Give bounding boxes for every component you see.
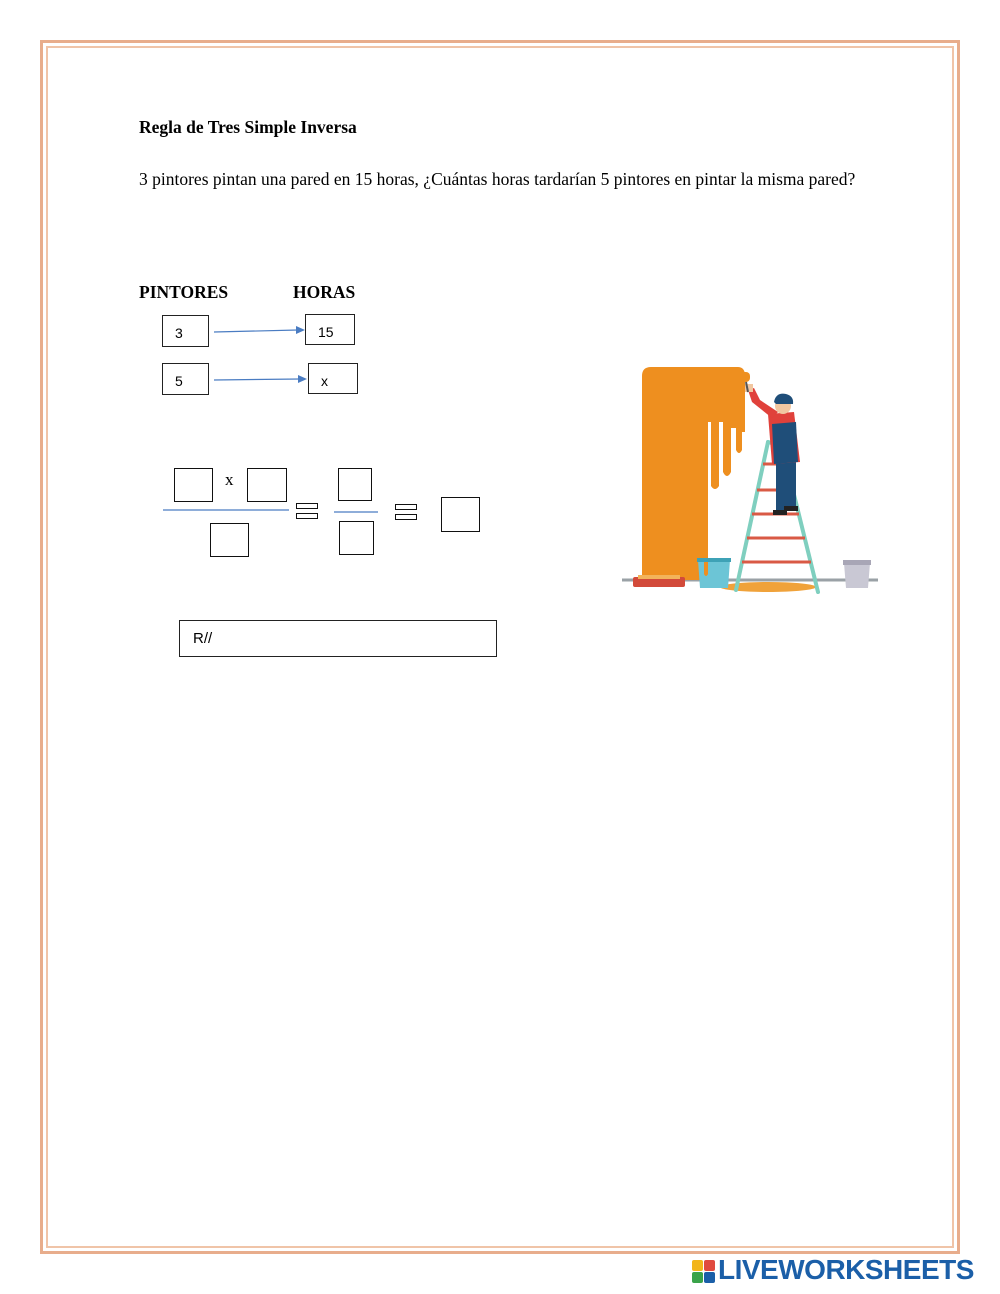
arrow-row-2 — [214, 375, 307, 383]
liveworksheets-logo-icon — [692, 1260, 716, 1284]
result-denominator-input[interactable] — [339, 521, 374, 555]
numerator-input-2[interactable] — [247, 468, 287, 502]
multiply-sign: x — [225, 470, 234, 489]
liveworksheets-logo-text: LIVEWORKSHEETS — [718, 1254, 974, 1285]
answer-input[interactable] — [179, 620, 497, 657]
arrow-row-1 — [214, 326, 305, 334]
problem-statement: 3 pintores pintan una pared en 15 horas, ¿Cuántas horas tardarían 5 pintores en pintar la misma pared? — [139, 169, 856, 189]
header-pintores: PINTORES — [139, 282, 229, 302]
answer-prefix: R// — [193, 630, 213, 647]
pintores-value-2-text: 5 — [175, 373, 183, 389]
equals-sign-1 — [296, 503, 318, 519]
painter-on-ladder-icon — [618, 362, 880, 598]
header-horas: HORAS — [293, 282, 356, 302]
horas-value-1-text: 15 — [318, 324, 334, 340]
denominator-input[interactable] — [210, 523, 249, 557]
result-numerator-input[interactable] — [338, 468, 372, 501]
pintores-value-1-text: 3 — [175, 325, 183, 341]
horas-value-2-text: x — [321, 373, 328, 389]
numerator-input-1[interactable] — [174, 468, 213, 502]
equals-sign-2 — [395, 504, 417, 520]
worksheet-title: Regla de Tres Simple Inversa — [139, 117, 357, 137]
final-result-input[interactable] — [441, 497, 480, 532]
